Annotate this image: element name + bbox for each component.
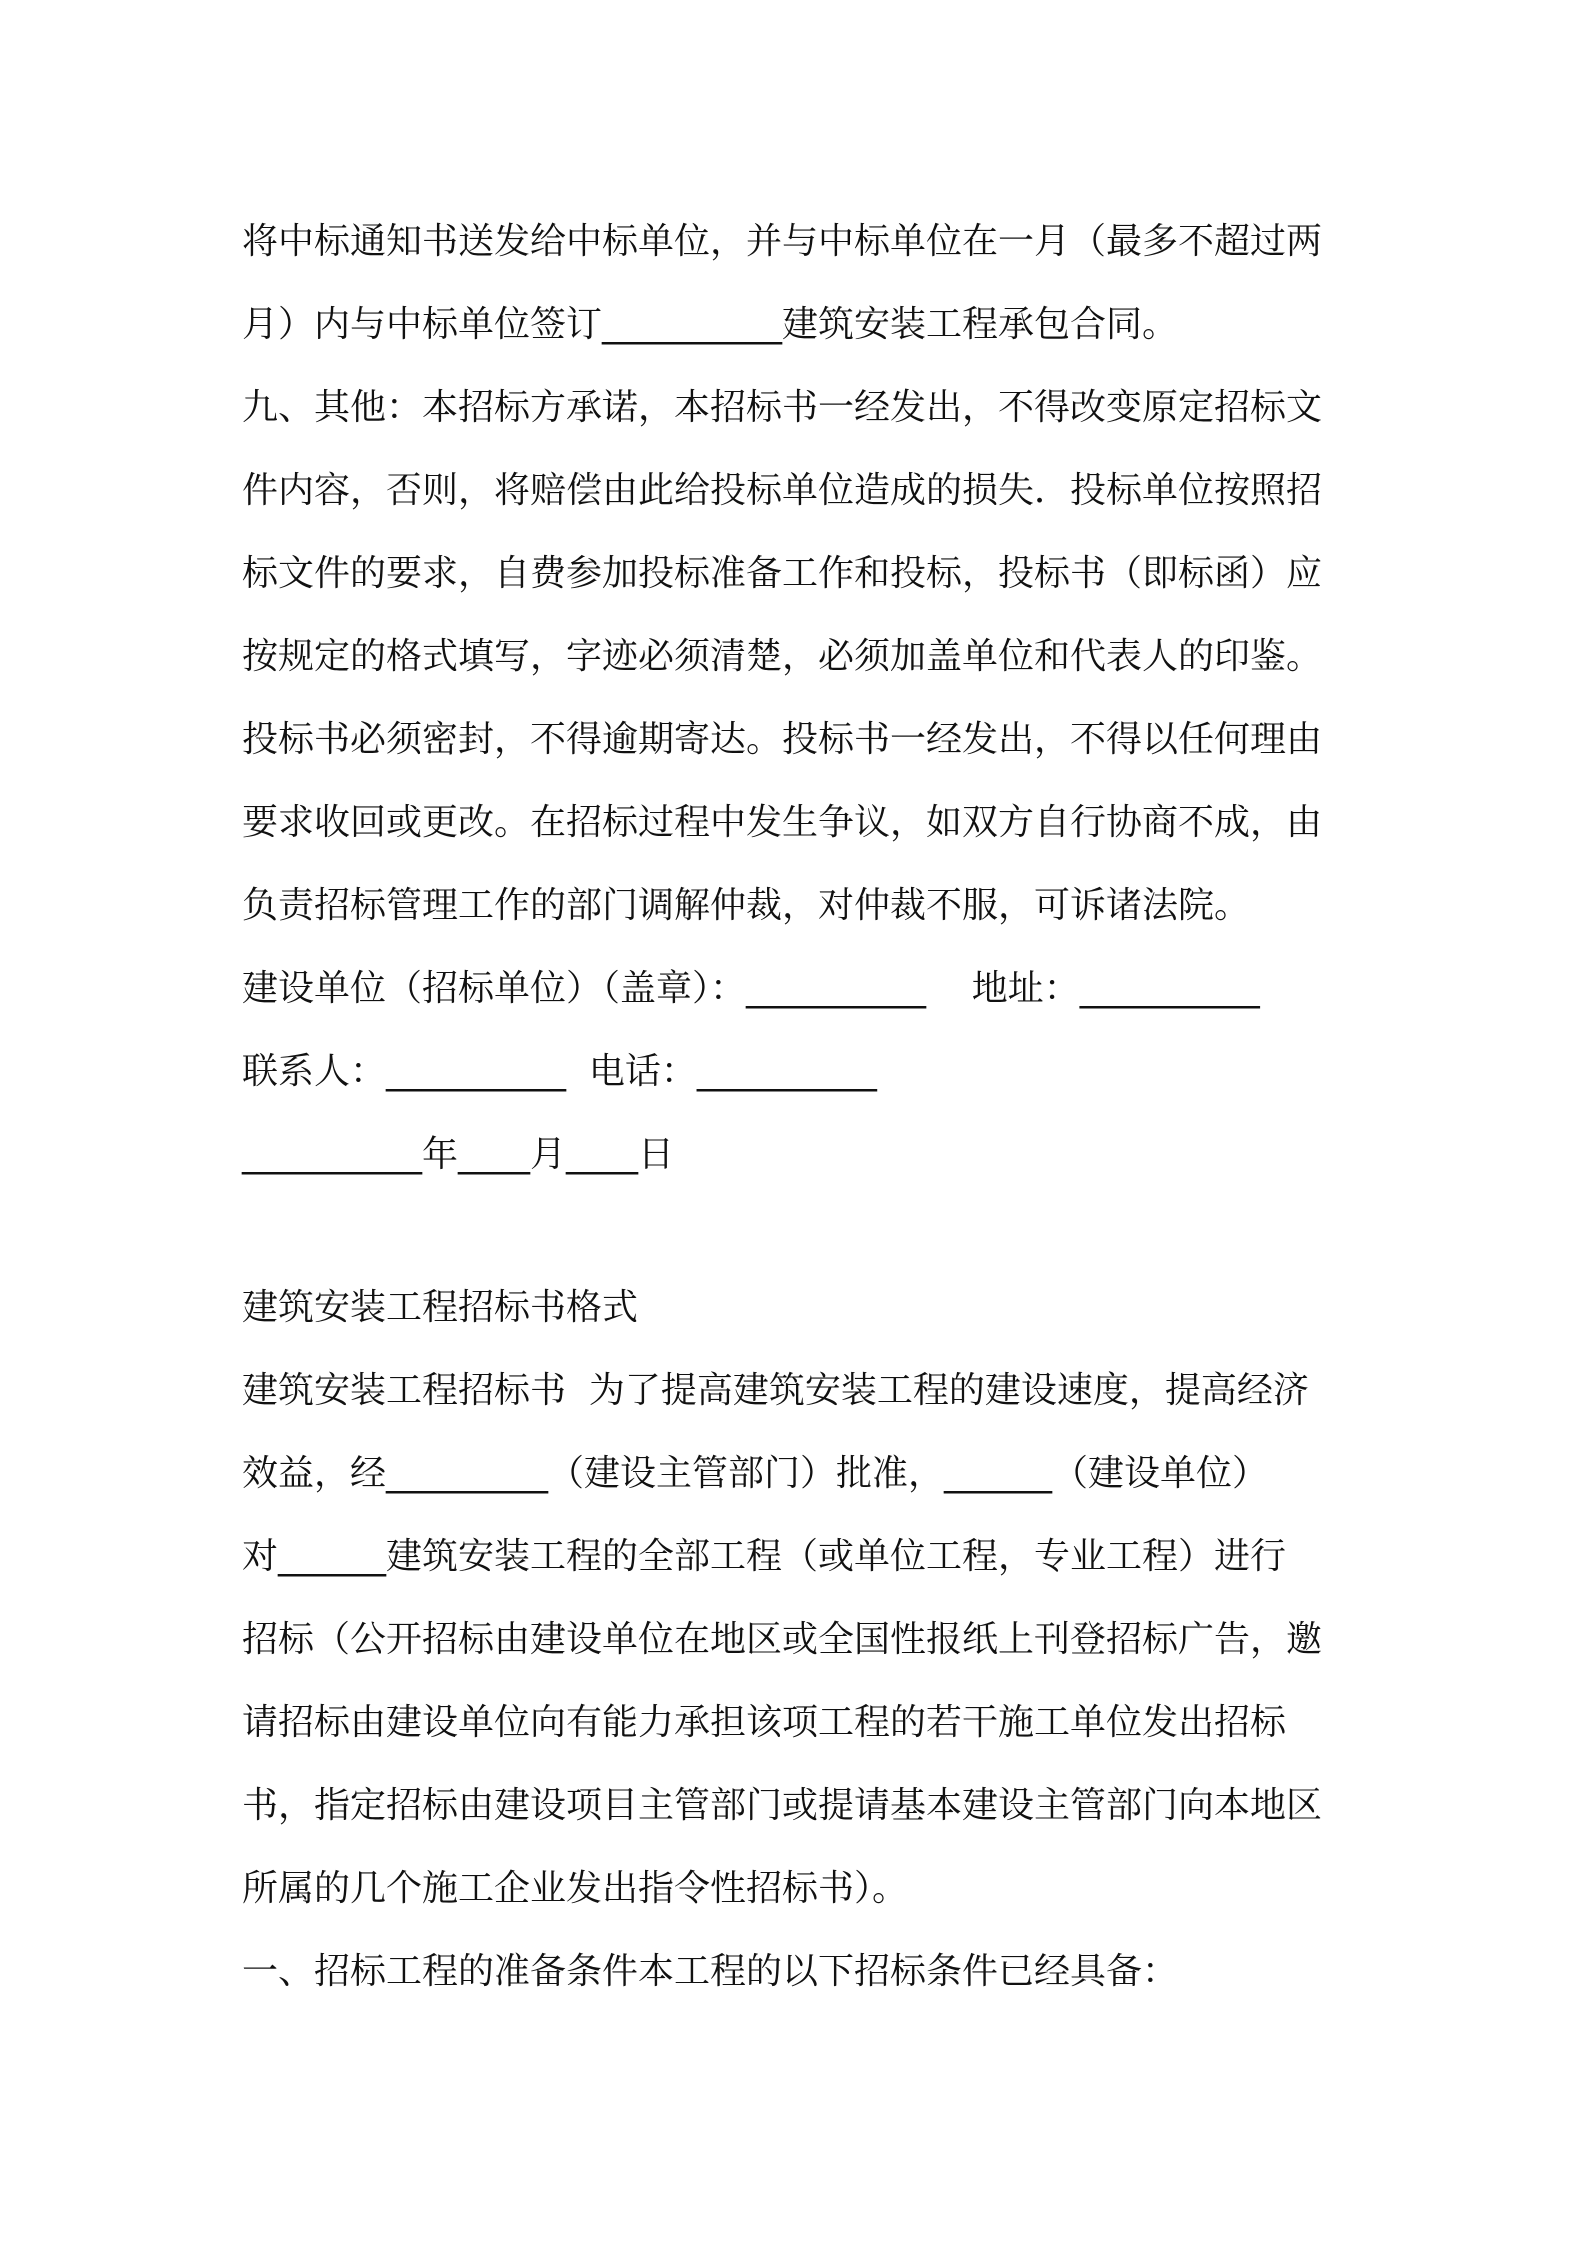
text-line: 请招标由建设单位向有能力承担该项工程的若干施工单位发出招标	[242, 1702, 1287, 1743]
document-page	[242, 200, 1362, 2013]
contact-fields-line: 联系人：__________ 电话：__________	[242, 1051, 877, 1092]
text-line: 书，指定招标由建设项目主管部门或提请基本建设主管部门向本地区	[242, 1785, 1323, 1826]
section-gap	[242, 1196, 1362, 1266]
date-line: __________年____月____日	[242, 1134, 674, 1175]
text-line: 效益，经_________（建设主管部门）批准，______（建设单位）	[242, 1453, 1269, 1494]
text-line: 将中标通知书送发给中标单位，并与中标单位在一月（最多不超过两	[242, 221, 1323, 262]
text-line: 对______建筑安装工程的全部工程（或单位工程，专业工程）进行	[242, 1536, 1287, 1577]
text-line: 建筑安装工程招标书 为了提高建筑安装工程的建设速度，提高经济	[242, 1370, 1309, 1411]
signature-fields-line: 建设单位（招标单位）（盖章）：__________ 地址：__________	[242, 968, 1260, 1009]
section-title: 建筑安装工程招标书格式	[242, 1287, 639, 1328]
text-line: 所属的几个施工企业发出指令性招标书）。	[242, 1868, 909, 1909]
text-line: 九、其他：本招标方承诺，本招标书一经发出，不得改变原定招标文	[242, 387, 1323, 428]
text-line: 按规定的格式填写，字迹必须清楚，必须加盖单位和代表人的印鉴。	[242, 636, 1323, 677]
text-line: 要求收回或更改。在招标过程中发生争议，如双方自行协商不成，由	[242, 802, 1323, 843]
section-heading-line: 一、招标工程的准备条件本工程的以下招标条件已经具备：	[242, 1951, 1179, 1992]
text-line: 投标书必须密封，不得逾期寄达。投标书一经发出，不得以任何理由	[242, 719, 1323, 760]
text-line: 标文件的要求，自费参加投标准备工作和投标，投标书（即标函）应	[242, 553, 1323, 594]
text-line: 负责招标管理工作的部门调解仲裁，对仲裁不服，可诉诸法院。	[242, 885, 1251, 926]
text-line: 招标（公开招标由建设单位在地区或全国性报纸上刊登招标广告，邀	[242, 1619, 1323, 1660]
text-line: 件内容，否则，将赔偿由此给投标单位造成的损失．投标单位按照招	[242, 470, 1323, 511]
text-line: 月）内与中标单位签订__________建筑安装工程承包合同。	[242, 304, 1179, 345]
